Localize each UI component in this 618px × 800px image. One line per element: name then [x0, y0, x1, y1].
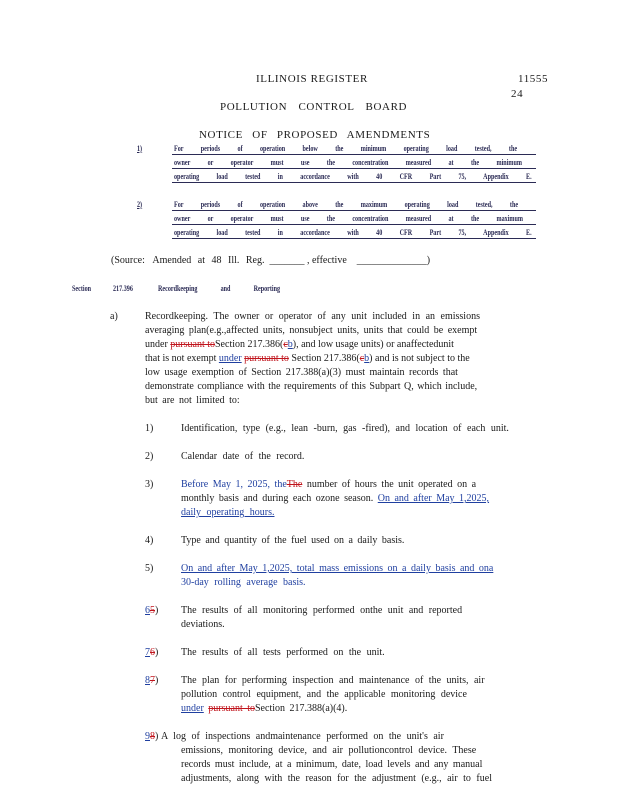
top-item-2-line-2: owner or operator must use the concentration measured at the maximum — [174, 213, 524, 223]
inserted-text: under — [218, 353, 242, 364]
item-7-line-1: The results of all tests performed on the unit. — [181, 647, 385, 658]
board-title: POLLUTION CONTROL BOARD — [220, 101, 408, 113]
item-6-num — [145, 604, 158, 618]
inserted-text: under — [181, 703, 204, 714]
underline — [172, 238, 536, 239]
item-5-line-1: On and after May 1,2025, total mass emissions on a daily basis and ona — [181, 563, 494, 574]
item-6-line-2: deviations. — [181, 619, 225, 630]
text: ), and low usage units) or anaffectedunit — [292, 339, 454, 350]
item-5-num: 5) — [145, 563, 154, 574]
issue-number: 24 — [511, 88, 524, 100]
source-text: Amended at 48 Ill. Reg. — [152, 255, 265, 266]
item-1-text: Identification, type (e.g., lean -burn, gas -fired), and location of each unit. — [181, 423, 509, 434]
para-a-line-2: averaging plan(e.g.,affected units, nonsubject units, units that could be exempt — [145, 325, 478, 336]
para-a-line-6: demonstrate compliance with the requirements of this Subpart Q, which include, — [145, 381, 478, 392]
deleted-text: The — [286, 479, 303, 490]
deleted-text: 8 — [150, 731, 155, 742]
item-2-num: 2) — [145, 451, 154, 462]
inserted-text: b — [364, 353, 370, 364]
item-2-text: Calendar date of the record. — [181, 451, 305, 462]
text: number of hours the unit operated on a — [302, 479, 477, 490]
top-item-1-line-3: operating load tested in accordance with 40 CFR Part 75, Appendix E. — [174, 171, 532, 181]
para-a-label: a) — [110, 311, 118, 322]
text: ) — [155, 731, 159, 742]
text: Section 217.388(a)(4). — [255, 703, 348, 714]
underline — [172, 168, 536, 169]
source-effective: , effective — [306, 255, 347, 266]
text: Section 217.386( — [215, 339, 284, 350]
inserted-text: b — [287, 339, 293, 350]
item-8-line-3 — [181, 702, 347, 716]
underline — [172, 210, 536, 211]
deleted-text: pursuant to — [170, 339, 215, 350]
text: ) — [155, 605, 159, 616]
underline — [172, 224, 536, 225]
text: monthly basis and during each ozone season. — [181, 493, 378, 504]
source-line — [111, 254, 430, 268]
page-number: 11555 — [518, 73, 549, 85]
underline — [172, 154, 536, 155]
para-a-line-1: Recordkeeping. The owner or operator of any unit included in an emissions — [145, 311, 480, 322]
inserted-text: 7 — [145, 647, 150, 658]
para-a-line-7: but are not limited to: — [145, 395, 240, 406]
item-6-line-1: The results of all monitoring performed onthe unit and reported — [181, 605, 463, 616]
section-title: Recordkeeping and Reporting — [158, 283, 281, 293]
top-item-2-num: 2) — [137, 199, 143, 209]
source-label: (Source: — [111, 255, 145, 266]
inserted-text: 9 — [145, 731, 150, 742]
text: ) — [155, 675, 159, 686]
register-title: ILLINOIS REGISTER — [256, 73, 368, 85]
item-8-num — [145, 674, 158, 688]
source-blank-1: _______ — [269, 255, 305, 266]
item-4-num: 4) — [145, 535, 154, 546]
item-3-line-3: daily operating hours. — [181, 507, 275, 518]
text: ) and is not subject to the — [369, 353, 470, 364]
item-9-line-3: records must include, at a minimum, date, load levels and any manual — [181, 759, 483, 770]
item-3-line-2 — [181, 492, 489, 506]
deleted-text: pursuant to — [208, 703, 255, 714]
underline — [172, 182, 536, 183]
inserted-text: Before May 1, 2025, the — [181, 479, 287, 490]
text: Section 217.386( — [288, 353, 360, 364]
deleted-text: 5 — [150, 605, 155, 616]
text: under — [145, 339, 171, 350]
text: ) — [155, 647, 159, 658]
deleted-text: c — [283, 339, 288, 350]
item-4-text: Type and quantity of the fuel used on a daily basis. — [181, 535, 405, 546]
top-item-1-line-2: owner or operator must use the concentration measured at the minimum — [174, 157, 522, 167]
notice-title: NOTICE OF PROPOSED AMENDMENTS — [199, 129, 431, 141]
deleted-text: 6 — [150, 647, 155, 658]
item-3-num: 3) — [145, 479, 154, 490]
item-3-line-1 — [181, 478, 476, 492]
item-9-line-2: emissions, monitoring device, and air pollutioncontrol device. These — [181, 745, 477, 756]
item-5-line-2: 30-day rolling average basis. — [181, 577, 306, 588]
deleted-text: c — [359, 353, 365, 364]
item-8-line-1: The plan for performing inspection and maintenance of the units, air — [181, 675, 485, 686]
text: that is not exempt — [145, 353, 219, 364]
para-a-line-3 — [145, 338, 454, 352]
inserted-text: 8 — [145, 675, 150, 686]
para-a-line-4 — [145, 352, 470, 366]
deleted-text: 7 — [150, 675, 155, 686]
inserted-text: On and after May 1,2025, — [377, 493, 490, 504]
section-label: Section — [72, 283, 92, 293]
item-9-num — [145, 730, 158, 744]
item-1-num: 1) — [145, 423, 154, 434]
source-blank-2: ______________) — [356, 255, 431, 266]
top-item-2-line-3: operating load tested in accordance with 40 CFR Part 75, Appendix E. — [174, 227, 532, 237]
top-item-1-line-1: For periods of operation below the minimum operating load tested, the — [174, 143, 518, 153]
section-number: 217.396 — [113, 283, 133, 293]
item-9-line-1: A log of inspections andmaintenance performed on the unit's air — [161, 731, 444, 742]
item-8-line-2: pollution control equipment, and the applicable monitoring device — [181, 689, 467, 700]
item-7-num — [145, 646, 158, 660]
top-item-1-num: 1) — [137, 143, 143, 153]
deleted-text: pursuant to — [244, 353, 289, 364]
top-item-2-line-1: For periods of operation above the maximum operating load tested, the — [174, 199, 519, 209]
item-9-line-4: adjustments, along with the reason for the adjustment (e.g., air to fuel — [181, 773, 492, 784]
inserted-text: 6 — [145, 605, 150, 616]
para-a-line-5: low usage exemption of Section 217.388(a)(3) must maintain records that — [145, 367, 458, 378]
